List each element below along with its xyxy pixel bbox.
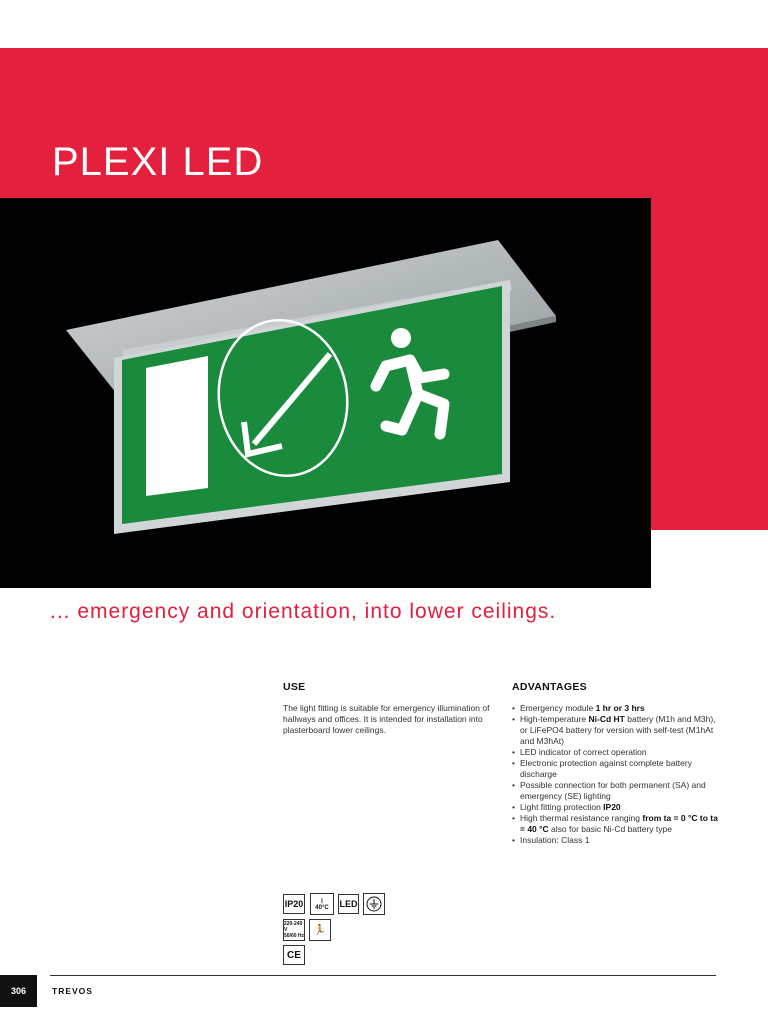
temperature-symbol: ⌇ 40°C: [310, 893, 334, 915]
advantage-item: • Light fitting protection IP20: [512, 802, 722, 813]
advantage-item: • Emergency module 1 hr or 3 hrs: [512, 703, 722, 714]
product-photo: [0, 198, 651, 588]
advantage-item: • Electronic protection against complete battery discharge: [512, 758, 722, 780]
advantage-item: • LED indicator of correct operation: [512, 747, 722, 758]
thermometer-icon: ⌇: [320, 898, 324, 905]
ip20-symbol: IP20: [283, 894, 305, 914]
advantage-item: • Possible connection for both permanent (SA) and emergency (SE) lighting: [512, 780, 722, 802]
advantage-item: • High thermal resistance ranging from ta = 0 °C to ta = 40 °C also for basic Ni-Cd battery type: [512, 813, 722, 835]
exit-sign-illustration: [0, 198, 651, 588]
use-text: The light fitting is suitable for emergency illumination of hallways and offices. It is intended for installation into plasterboard lower ceilings.: [283, 703, 490, 735]
advantages-heading: ADVANTAGES: [512, 681, 587, 693]
use-section: [283, 682, 493, 736]
ce-mark: CE: [283, 945, 305, 965]
page-number: 306: [0, 975, 37, 1007]
advantages-list: [512, 703, 722, 846]
ground-icon: [366, 896, 382, 912]
door-symbol: [146, 356, 208, 496]
advantage-item: • High-temperature Ni-Cd HT battery (M1h and M3h), or LiFePO4 battery for version with self-test (M1hAt and M3hAt): [512, 714, 722, 747]
advantages-section: [512, 682, 722, 846]
page-title: PLEXI LED: [52, 140, 264, 184]
advantage-item: • Insulation: Class 1: [512, 835, 722, 846]
led-symbol: LED: [338, 894, 359, 914]
emergency-exit-symbol: [309, 919, 331, 941]
use-heading: USE: [283, 681, 306, 693]
footer-divider: [50, 975, 716, 976]
running-man-icon: 🏃: [313, 924, 327, 936]
voltage-symbol: 220-240 V 50/60 Hz: [284, 921, 305, 939]
side-accent-band: [651, 198, 768, 530]
tagline: ... emergency and orientation, into lower ceilings.: [50, 600, 557, 623]
brand-logo: TREVOS: [52, 986, 93, 996]
ground-symbol: [363, 893, 385, 915]
